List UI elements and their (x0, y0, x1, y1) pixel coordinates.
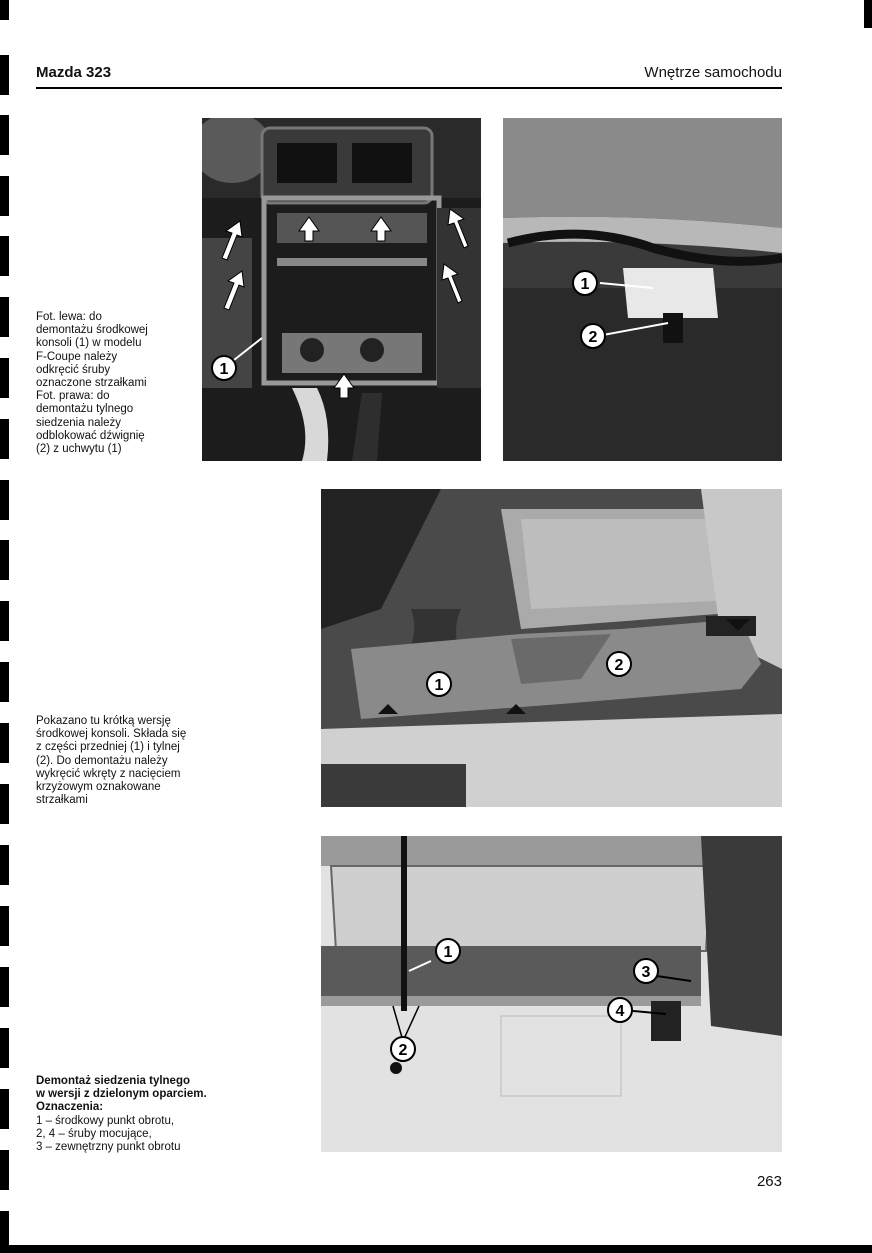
binding-mark (0, 662, 9, 702)
callout-label: 1 (580, 276, 590, 293)
caption-top: Fot. lewa: do demontażu środkowej konsoli (1) w modelu F-Coupe należy odkręcić śruby oznaczone strzałkami Fot. prawa: do demontażu tylnego siedzenia należy odblokować dźwignię (2) z uchwytu (1) (36, 311, 148, 456)
binding-mark (0, 1211, 9, 1245)
binding-mark (0, 236, 9, 276)
callout-label: 2 (588, 329, 598, 346)
caption-bottom-items: 1 – środkowy punkt obrotu, 2, 4 – śruby mocujące, 3 – zewnętrzny punkt obrotu (36, 1115, 181, 1154)
caption-middle: Pokazano tu krótką wersję środkowej konsoli. Składa się z części przedniej (1) i tylnej (2). Do demontażu należy wykręcić wkręty z nacięciem krzyżowym oznakowane strzałkami (36, 715, 187, 807)
page-number: 263 (756, 1173, 782, 1190)
binding-mark (0, 1150, 9, 1190)
binding-mark (0, 845, 9, 885)
photo-rear-seat (321, 836, 782, 1152)
binding-mark (0, 115, 9, 155)
page-edge-mark (864, 0, 872, 28)
binding-mark (0, 0, 9, 20)
binding-mark (0, 419, 9, 459)
binding-mark (0, 176, 9, 216)
binding-mark (0, 906, 9, 946)
callout-label: 3 (641, 964, 651, 981)
binding-mark (0, 967, 9, 1007)
photo-seat-lever (503, 118, 782, 461)
callout-label: 1 (219, 361, 229, 378)
callout-label: 4 (615, 1003, 625, 1020)
binding-mark (0, 1028, 9, 1068)
binding-mark (0, 297, 9, 337)
binding-mark (0, 1089, 9, 1129)
header-rule (36, 87, 782, 89)
header-title: Mazda 323 (36, 64, 112, 81)
callout-label: 1 (434, 677, 444, 694)
photo-center-console (321, 489, 782, 807)
binding-mark (0, 723, 9, 763)
binding-mark (0, 784, 9, 824)
callout-label: 1 (443, 944, 453, 961)
bottom-rule (0, 1245, 872, 1253)
binding-mark (0, 540, 9, 580)
callout-label: 2 (398, 1042, 408, 1059)
photo-console-frame (202, 118, 481, 461)
header-section: Wnętrze samochodu (644, 64, 782, 81)
callout-label: 2 (614, 657, 624, 674)
binding-mark (0, 358, 9, 398)
caption-bottom-title: Demontaż siedzenia tylnego w wersji z dzielonym oparciem. Oznaczenia: (36, 1075, 207, 1114)
binding-mark (0, 55, 9, 95)
binding-mark (0, 480, 9, 520)
binding-mark (0, 601, 9, 641)
